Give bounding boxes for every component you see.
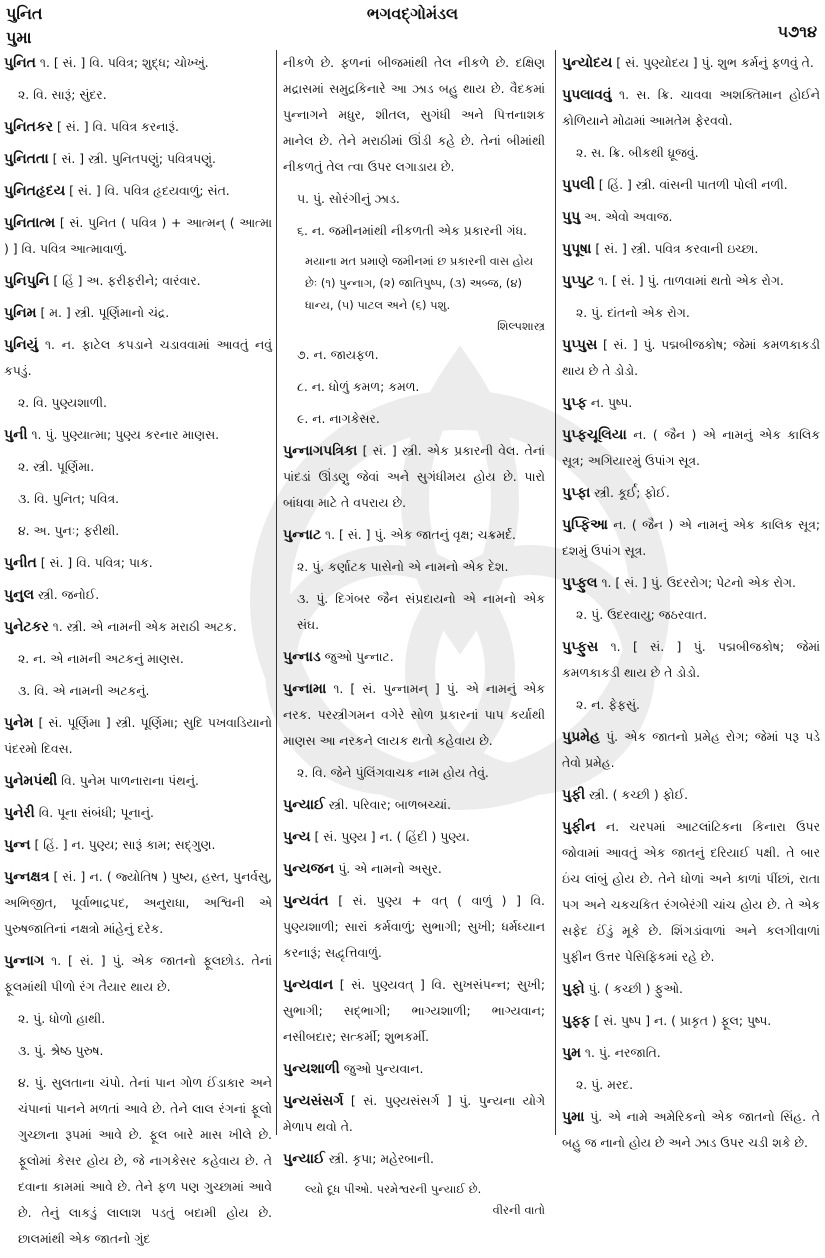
definition: ન. ( જૈન ) એ નામનું એક કાલિક સૂત્ર; દશમું ઉપાંગ સૂત્ર. bbox=[562, 517, 820, 558]
headword: પુન્ય bbox=[283, 829, 311, 845]
definition: [ સં. ] વિ. પવિત્ર કરનારૂં. bbox=[53, 119, 179, 134]
dictionary-entry bbox=[4, 422, 272, 448]
headword: પુનેમ bbox=[4, 715, 34, 731]
definition: [ સં. પુણ્યસંસર્ગ ] પું. પુન્યના યોગે મેળાપ થવો તે. bbox=[283, 1093, 545, 1134]
headword: પુન્યજન bbox=[283, 861, 335, 877]
headword: પુનિયું bbox=[4, 337, 39, 353]
definition: સ્ત્રી. કૃપા; મહેરબાની. bbox=[324, 1151, 434, 1166]
definition: ૧. [ સં. ] પું. પદ્મબીજકોષ; જેમાં કમળકાકડી થાય છે તે ડોડો. bbox=[562, 639, 820, 680]
definition: સ્ત્રી. કૂર્ઈ; ફોઈ. bbox=[590, 485, 670, 500]
sub-definition: ૩. પું. શ્રેષ્ઠ પુરુષ. bbox=[18, 1043, 104, 1058]
sub-definition: ૨. પું. કર્ણાટક પાસેનો એ નામનો એક દેશ. bbox=[297, 559, 509, 574]
headword: પુન્યસંસર્ગ bbox=[283, 1093, 344, 1109]
headword: પુન્યશાળી bbox=[283, 1061, 340, 1077]
dictionary-entry bbox=[4, 550, 272, 576]
headword: પુપ્ફચૂલિયા bbox=[562, 427, 627, 443]
dictionary-entry bbox=[4, 948, 272, 1000]
dictionary-entry bbox=[283, 522, 545, 548]
sub-definition: ૩. પું. દિગંબર જૈન સંપ્રદાયનો એ નામનો એક સંઘ. bbox=[297, 591, 545, 632]
dictionary-entry bbox=[4, 50, 272, 76]
headword: પુપ્ફુસ bbox=[562, 639, 599, 655]
page-number: ૫૭૧૪ bbox=[777, 22, 817, 41]
definition: [ હિં. ] ન. પુણ્ય; સારૂં કામ; સદ્ગુણ. bbox=[30, 837, 216, 852]
sub-definition: ૨. પું. દાંતનો એક રોગ. bbox=[576, 305, 690, 320]
citation-quote: મયાના મત પ્રમાણે જમીનમાં છ પ્રકારની વાસ હોય છેઃ (૧) પુન્નાગ, (૨) જાતિપુષ્પ, (૩) અબ્જ, (૪) ધાન્ય, (૫) પાટલ અને (૬) પશુ. bbox=[305, 254, 534, 312]
definition: [ હિં ] અ. ફરીફરીને; વારંવાર. bbox=[49, 273, 201, 288]
definition: ૧. [ સં. ] પું. ઉદરરોગ; પેટનો એક રોગ. bbox=[597, 575, 796, 590]
dictionary-entry bbox=[562, 480, 820, 506]
dictionary-entry bbox=[562, 50, 820, 76]
continued-definition: નીકળે છે. ફળનાં બીજમાંથી તેલ નીકળે છે. દક્ષિણ મદ્રાસમાં સમુદ્રકિનારે આ ઝાડ બહુ થાય છે. વૈદકમાં પુન્નાગને મધુર, શીતલ, સુગંધી અને પિત્તનાશક માનેલ છે. તેને મરાઠીમાં ઊંડી કહે છે. તેનાં બીમાંથી નીકળતું તેલ ત્વા ઉપર લગાડાય છે. bbox=[283, 55, 545, 174]
headword: પુનિપુનિ bbox=[4, 273, 50, 289]
definition: અ. એવો અવાજ. bbox=[580, 209, 673, 224]
dictionary-entry bbox=[283, 644, 545, 670]
dictionary-entry bbox=[4, 332, 272, 384]
dictionary-entry bbox=[283, 1056, 545, 1082]
dictionary-entry bbox=[562, 332, 820, 384]
headword: પુનેમપંથી bbox=[4, 773, 58, 789]
citation-block bbox=[283, 1178, 545, 1220]
definition: વિ. પૂના સંબંધી; પૂનાનું. bbox=[34, 805, 154, 820]
dictionary-entry bbox=[562, 236, 820, 262]
dictionary-entry bbox=[562, 1104, 820, 1156]
sub-definition: ૨. પું. મરદ. bbox=[576, 1077, 634, 1092]
sub-definition: ૨. વિ. સારૂં; સુંદર. bbox=[18, 87, 107, 102]
sub-definition: ૩. વિ. એ નામની અટકનું. bbox=[18, 683, 150, 698]
dictionary-entry bbox=[4, 614, 272, 640]
column-1 bbox=[4, 50, 272, 1258]
headword: પુનિતતા bbox=[4, 151, 49, 167]
headword: પુનેરી bbox=[4, 805, 35, 821]
dictionary-entry bbox=[283, 1146, 545, 1172]
dictionary-entry bbox=[283, 856, 545, 882]
dictionary-entry bbox=[283, 676, 545, 754]
definition: [ સં. ] પું. પદ્મબીજકોષ; જેમાં કમળકાકડી થાય છે તે ડોડો. bbox=[562, 337, 820, 378]
sub-definition: ૨. સ. ક્રિ. બીકથી ધ્રૂજવું. bbox=[576, 145, 699, 160]
dictionary-entry bbox=[562, 570, 820, 596]
definition: [ સં. ] વિ. પવિત્ર હૃદયવાળું; સંત. bbox=[65, 183, 230, 198]
definition: ૧. [ સં. ] પું. તાળવામાં થતો એક રોગ. bbox=[594, 273, 784, 288]
dictionary-entry bbox=[562, 512, 820, 564]
headword: પુપ્ફ bbox=[562, 395, 587, 411]
column-2 bbox=[283, 50, 545, 1226]
headword: પુપ્ફુલ bbox=[562, 575, 598, 591]
headword: પુન્યાઈ bbox=[283, 1151, 325, 1167]
headword: પુપલી bbox=[562, 177, 595, 193]
dictionary-entry bbox=[562, 976, 820, 1002]
definition: [ સં. પુણ્ય + વત્ ( વાળું ) ] વિ. પુણ્યશાળી; સારાં કર્મવાળું; સુભાગી; સુખી; ધર્મધ્યાન કરનારૂં; સદ્વૃત્તિવાળું. bbox=[283, 893, 545, 960]
headword: પુપલાવવું bbox=[562, 87, 612, 103]
dictionary-entry bbox=[4, 864, 272, 942]
definition: સ્ત્રી. જનોઈ. bbox=[34, 587, 100, 602]
dictionary-entry bbox=[283, 888, 545, 966]
headword: પુનિત bbox=[4, 55, 36, 71]
citation-source: શિલ્પશાસ્ત્ર bbox=[497, 319, 545, 333]
definition: ૧. પું. પુણ્યાત્મા; પુણ્ય કરનાર માણસ. bbox=[27, 427, 220, 442]
sub-definition: ૨. ન. એ નામની અટકનું માણસ. bbox=[18, 651, 184, 666]
dictionary-entry bbox=[283, 824, 545, 850]
dictionary-entry bbox=[562, 204, 820, 230]
dictionary-entry bbox=[562, 268, 820, 294]
definition: ૧. ન. ફાટેલ કપડાને ચડાવવામાં આવતું નવું કપડું. bbox=[4, 337, 272, 378]
definition: [ મ. ] સ્ત્રી. પૂર્ણિમાનો ચંદ્ર. bbox=[36, 305, 170, 320]
citation-source: વીરની વાતો bbox=[492, 1203, 545, 1217]
definition: ૧. સ્ત્રી. એ નામની એક મરાઠી અટક. bbox=[48, 619, 237, 634]
dictionary-entry bbox=[4, 800, 272, 826]
headword: પુપ્ફિઆ bbox=[562, 517, 608, 533]
headword: પુનીત bbox=[4, 555, 37, 571]
definition: ૧. પું. નરજાતિ. bbox=[580, 1045, 661, 1060]
dictionary-entry bbox=[4, 832, 272, 858]
definition: [ સં. પૂર્ણિમા ] સ્ત્રી. પૂર્ણિમા; સુદિ પખવાડિયાનો પંદરમો દિવસ. bbox=[4, 715, 272, 756]
definition: વિ. પુનેમ પાળનારાના પંથનું. bbox=[57, 773, 199, 788]
dictionary-entry bbox=[562, 814, 820, 970]
definition: ૧. [ સં. ] વિ. પવિત્ર; શુદ્ધ; ચોખ્ખું. bbox=[35, 55, 209, 70]
definition: [ સં. પુણ્યવત્ ] વિ. સુખસંપન્ન; સુખી; સુભાગી; સદ્ભાગી; ભાગ્યશાળી; ભાગ્યવાન; નસીબદાર; સત્કર્મી; શુભકર્મી. bbox=[283, 977, 545, 1044]
headword: પુફીન bbox=[562, 819, 596, 835]
definition: પું. એક જાતનો પ્રમેહ રોગ; જેમાં પરૂ પડે તેવો પ્રમેહ. bbox=[562, 729, 820, 770]
dictionary-entry bbox=[4, 268, 272, 294]
definition: સ્ત્રી. ( કચ્છી ) ફોઈ. bbox=[585, 787, 689, 802]
dictionary-entry bbox=[4, 768, 272, 794]
dictionary-entry bbox=[562, 1040, 820, 1066]
headword: પુમ bbox=[562, 1045, 581, 1061]
dictionary-entry bbox=[562, 422, 820, 474]
sub-definition: ૫. પું. સોરંગીનું ઝાડ. bbox=[297, 191, 400, 206]
running-title: ભગવદ્ગોમંડલ bbox=[366, 4, 459, 23]
headword: પુન્યવંત bbox=[283, 893, 329, 909]
headword: પુનિતાત્મ bbox=[4, 215, 56, 231]
headword: પુપુ bbox=[562, 209, 581, 225]
definition: [ સં. પુણ્યોદય ] પું. શુભ કર્મનું ફળવું તે. bbox=[612, 55, 814, 70]
dictionary-entry bbox=[283, 972, 545, 1050]
column-divider bbox=[555, 50, 556, 1135]
sub-definition: ૬. ન. જમીનમાંથી નીકળતી એક પ્રકારની ગંધ. bbox=[297, 223, 527, 238]
dictionary-entry bbox=[562, 390, 820, 416]
definition: [ સં. પુનિત ( પવિત્ર ) + આત્મન્ ( આત્મા ) ] વિ. પવિત્ર આત્માવાળું. bbox=[4, 215, 272, 256]
dictionary-entry bbox=[4, 582, 272, 608]
headword: પુપ્પુટ bbox=[562, 273, 595, 289]
definition: પું. એ નામે અમેરિકનો એક જાતનો સિંહ. તે બહુ જ નાનો હોય છે અને ઝાડ ઉપર ચડી શકે છે. bbox=[562, 1109, 820, 1150]
headword: પુપ્પુસ bbox=[562, 337, 598, 353]
dictionary-entry bbox=[4, 710, 272, 762]
headword: પુનિતકર bbox=[4, 119, 54, 135]
sub-definition: ૯. ન. નાગકેસર. bbox=[297, 411, 380, 426]
definition: [ હિં. ] સ્ત્રી. વાંસની પાતળી પોલી નળી. bbox=[594, 177, 788, 192]
sub-definition: ૨. વિ. જેને પુંલિંગવાચક નામ હોય તેવું. bbox=[297, 765, 489, 780]
headword: પુનુલ bbox=[4, 587, 35, 603]
sub-definition: ૨. સ્ત્રી. પૂર્ણિમા. bbox=[18, 459, 95, 474]
definition: પું. ( કચ્છી ) ફુઓ. bbox=[584, 981, 683, 996]
definition: [ સં. ] સ્ત્રી. એક પ્રકારની વેલ. તેનાં પાંદડાં ઊંડણુ જેવાં અને સુગંધીમય હોય છે. પારો બાંધવા માટે તે વપરાય છે. bbox=[283, 443, 545, 510]
dictionary-entry bbox=[4, 114, 272, 140]
sub-definition: ૪. અ. પુનઃ; ફરીથી. bbox=[18, 523, 120, 538]
definition: [ સં. ] ન. ( જ્યોતિષ ) પુષ્ય, હસ્ત, પુનર્વસુ, અભિજીત, પૂર્વાભાદ્રપદ, અનુરાધા, અશ્વિની એ પુરુષજાતિનાં નક્ષત્રો માંહેનું દરેક. bbox=[4, 869, 272, 936]
sub-definition: ૪. પું. સુલતાના ચંપો. તેનાં પાન ગોળ ઈંડાકાર અને ચંપાનાં પાનને મળતાં આવે છે. તેને લાલ રંગનાં ફૂલો ગુચ્છાના રૂપમાં આવે છે. ફૂલ બારે માસ ખીલે છે. ફૂલોમાં કેસર હોય છે, જે નાગકેસર કહેવાય છે. તે દવાના કામમાં આવે છે. તેને ફળ પણ ગુચ્છામાં આવે છે. તેનું લાકડું લાલાશ પડતું બદામી હોય છે. છાલમાંથી એક જાતનો ગુંદ bbox=[18, 1075, 272, 1246]
headword: પુન્નાગ bbox=[4, 953, 45, 969]
headword: પુન્નામા bbox=[283, 681, 327, 697]
dictionary-entry bbox=[4, 210, 272, 262]
headword: પુફી bbox=[562, 787, 586, 803]
dictionary-entry bbox=[562, 172, 820, 198]
headword: પુની bbox=[4, 427, 28, 443]
headword: પુન્નાટ bbox=[283, 527, 322, 543]
definition: જુઓ પુન્નાટ. bbox=[320, 649, 394, 664]
dictionary-entry bbox=[283, 438, 545, 516]
headword: પુનેટકર bbox=[4, 619, 49, 635]
headword: પુન્યવાન bbox=[283, 977, 334, 993]
dictionary-entry bbox=[562, 82, 820, 134]
definition: [ સં. પુણ્ય ] ન. ( હિંદી ) પુણ્ય. bbox=[310, 829, 470, 844]
headword: પુનિતહૃદય bbox=[4, 183, 66, 199]
citation-block bbox=[283, 250, 545, 336]
guide-word-last: પુમા bbox=[6, 28, 32, 47]
headword: પુન્યોદય bbox=[562, 55, 613, 71]
sub-definition: ૭. ન. જાયફળ. bbox=[297, 347, 379, 362]
sub-definition: ૩. વિ. પુનિત; પવિત્ર. bbox=[18, 491, 120, 506]
headword: પુફો bbox=[562, 981, 585, 997]
sub-definition: ૨. ન. ફેફસું. bbox=[576, 697, 640, 712]
dictionary-entry bbox=[4, 146, 272, 172]
sub-definition: ૨. પું. ઉદરવાયુ; જઠરવાત. bbox=[576, 607, 708, 622]
column-3 bbox=[562, 50, 820, 1162]
definition: [ સં. પુષ્પ ] ન. ( પ્રાકૃત ) ફૂલ; પુષ્પ. bbox=[590, 1013, 772, 1028]
headword: પુપ્રમેહ bbox=[562, 729, 601, 745]
headword: પુન્ન bbox=[4, 837, 31, 853]
dictionary-entry bbox=[562, 782, 820, 808]
definition: ૧. [ સં. પુન્નામન્ ] પું. એ નામનું એક નરક. પરસ્ત્રીગમન વગેરે સોળ પ્રકારનાં પાપ કર્યાથી માણસ આ નરકને લાયક થતો કહેવાય છે. bbox=[283, 681, 545, 748]
headword: પુનિમ bbox=[4, 305, 37, 321]
definition: ૧. [ સં. ] પું. એક જાતનો ફૂલછોડ. તેનાં ફૂલમાંથી પીળો રંગ તૈયાર થાય છે. bbox=[4, 953, 272, 994]
definition: ૧. [ સં. ] પું. એક જાતનું વૃક્ષ; ચક્રમર્દ. bbox=[321, 527, 516, 542]
column-divider bbox=[276, 50, 277, 1135]
citation-quote: લ્યો દૂધ પીઓ. પરમેશ્વરની પુન્યાઈ છે. bbox=[305, 1182, 482, 1196]
definition: ન. પુષ્પ. bbox=[586, 395, 633, 410]
sub-definition: ૨. વિ. પુણ્યશાળી. bbox=[18, 395, 107, 410]
definition: [ સં. ] વિ. પવિત્ર; પાક. bbox=[36, 555, 153, 570]
headword: પુન્નક્ષત્ર bbox=[4, 869, 50, 885]
definition: સ્ત્રી. પરિવાર; બાળબચ્ચાં. bbox=[324, 797, 452, 812]
headword: પુપ્ફા bbox=[562, 485, 591, 501]
definition: પું. એ નામનો અસુર. bbox=[334, 861, 442, 876]
definition: ન. ( જૈન ) એ નામનું એક કાલિક સૂત્ર; અગિયારમું ઉપાંગ સૂત્ર. bbox=[562, 427, 820, 468]
headword: પુન્યાઈ bbox=[283, 797, 325, 813]
headword: પુન્નાડ bbox=[283, 649, 321, 665]
definition: ૧. સ. ક્રિ. ચાવવા અશક્તિમાન હોઈને કોળિયાને મોઢામાં આમતેમ ફેરવવો. bbox=[562, 87, 820, 128]
sub-definition: ૮. ન. ધોળું કમળ; કમળ. bbox=[297, 379, 420, 394]
dictionary-entry bbox=[4, 178, 272, 204]
definition: જુઓ પુન્યવાન. bbox=[339, 1061, 424, 1076]
headword: પુફ્ફ bbox=[562, 1013, 591, 1029]
guide-word-first: પુનિત bbox=[6, 4, 43, 23]
dictionary-entry bbox=[562, 1008, 820, 1034]
dictionary-entry bbox=[283, 792, 545, 818]
definition: ન. ચરપમાં આટલાંટિકના કિનારા ઉપર જોવામાં આવતું એક જાતનું દરિયાઈ પક્ષી. તે બાર ઇંચ લાંબું હોય છે. તેને ધોળાં અને કાળાં પીંછાં, રાતા પગ અને ચકચકિત રંગબેરંગી ચાંચ હોય છે. તે એક સફેદ ઈંડું મૂકે છે. શિંગડાંવાળાં અને કલગીવાળાં પુફીન ઉત્તર પેસિફિકમાં રહે છે. bbox=[562, 819, 820, 964]
dictionary-entry bbox=[283, 1088, 545, 1140]
headword: પુપૂષા bbox=[562, 241, 592, 257]
sub-definition: ૨. પું. ધોળો હાથી. bbox=[18, 1011, 106, 1026]
dictionary-entry bbox=[562, 724, 820, 776]
dictionary-entry bbox=[562, 634, 820, 686]
headword: પુન્નાગપત્રિકા bbox=[283, 443, 358, 459]
headword: પુમા bbox=[562, 1109, 585, 1125]
definition: [ સં. ] સ્ત્રી. પુનિતપણું; પવિત્રપણું. bbox=[48, 151, 216, 166]
definition: [ સં. ] સ્ત્રી. પવિત્ર કરવાની ઇચ્છા. bbox=[591, 241, 759, 256]
dictionary-entry bbox=[4, 300, 272, 326]
